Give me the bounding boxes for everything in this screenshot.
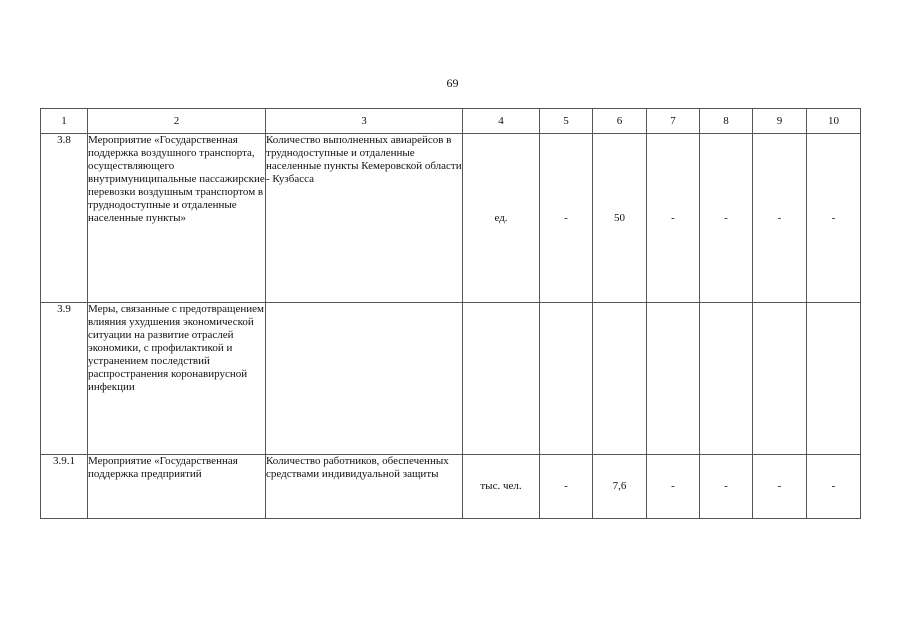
row-number: 3.9 [41,303,88,455]
value-cell-10: - [807,455,861,519]
value-cell-10 [807,303,861,455]
measure-name: Мероприятие «Государственная поддержка воздушного транспорта, осуществляющего внутримуниципальные пассажирские перевозки воздушным транспортом в труднодоступные и отдаленные населенные пункты» [88,134,266,303]
value-cell-8 [700,303,753,455]
table-row [41,303,861,455]
measure-name: Мероприятие «Государственная поддержка предприятий [88,455,266,519]
header-cell: 4 [463,109,540,134]
header-cell: 8 [700,109,753,134]
indicator-name: Количество выполненных авиарейсов в труднодоступные и отдаленные населенные пункты Кемеровской области - Кузбасса [266,134,463,303]
row-number: 3.8 [41,134,88,303]
unit-cell: тыс. чел. [463,455,540,519]
unit-cell: ед. [463,134,540,303]
table-row [41,455,861,519]
value-cell-6 [593,303,647,455]
indicator-name [266,303,463,455]
indicator-name: Количество работников, обеспеченных средствами индивидуальной защиты [266,455,463,519]
value-cell-5 [540,303,593,455]
header-row [41,109,861,134]
value-cell-7: - [647,455,700,519]
header-cell: 2 [88,109,266,134]
header-cell: 3 [266,109,463,134]
page-number: 69 [446,76,459,90]
value-cell-9: - [753,134,807,303]
value-cell-7: - [647,134,700,303]
value-cell-9 [753,303,807,455]
value-cell-10: - [807,134,861,303]
header-cell: 10 [807,109,861,134]
value-cell-7 [647,303,700,455]
header-cell: 5 [540,109,593,134]
value-cell-8: - [700,455,753,519]
header-cell: 1 [41,109,88,134]
indicator-table [40,108,861,519]
value-cell-9: - [753,455,807,519]
header-cell: 7 [647,109,700,134]
value-cell-5: - [540,134,593,303]
value-cell-6: 50 [593,134,647,303]
unit-cell [463,303,540,455]
measure-name: Меры, связанные с предотвращением влияния ухудшения экономической ситуации на развитие отраслей экономики, с профилактикой и устранением последствий распространения коронавирусной инфекции [88,303,266,455]
row-number: 3.9.1 [41,455,88,519]
value-cell-5: - [540,455,593,519]
table-row [41,134,861,303]
value-cell-6: 7,6 [593,455,647,519]
value-cell-8: - [700,134,753,303]
header-cell: 9 [753,109,807,134]
header-cell: 6 [593,109,647,134]
